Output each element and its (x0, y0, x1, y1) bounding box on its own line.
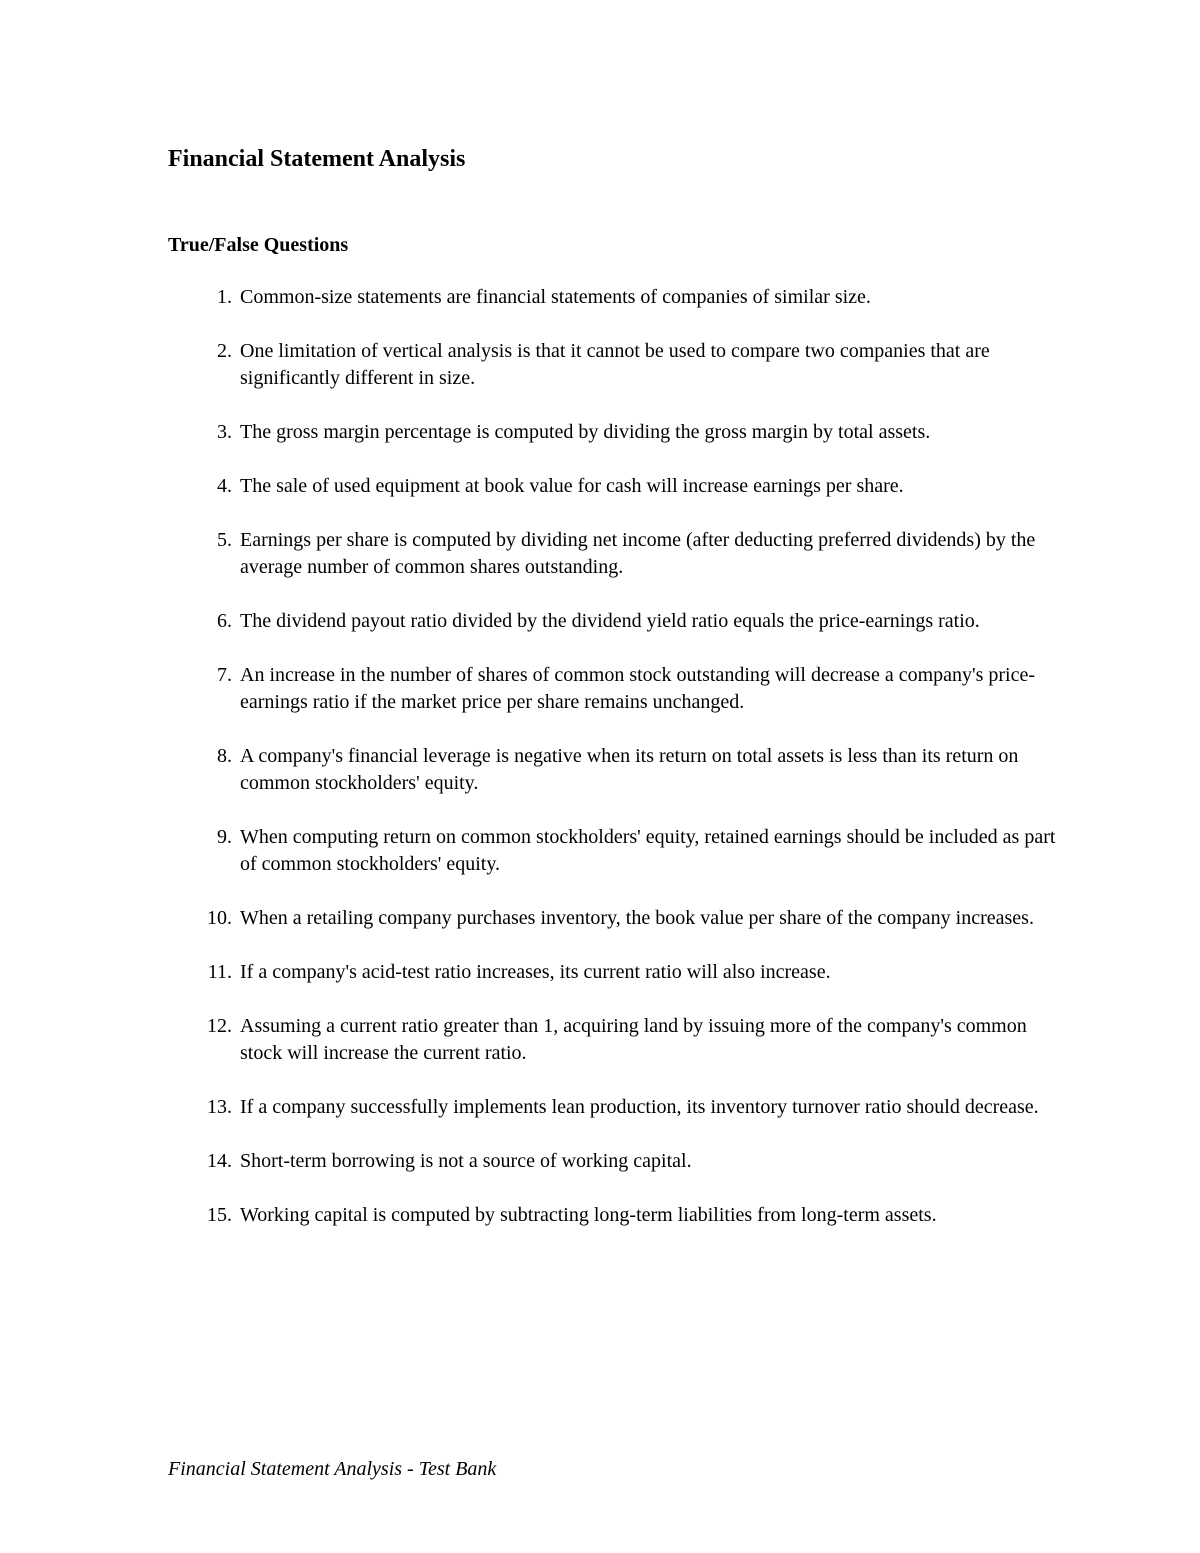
question-list (0, 284, 1200, 1256)
question-item (0, 1148, 1060, 1175)
section-heading: True/False Questions (168, 234, 349, 256)
question-item (0, 1094, 1060, 1121)
question-text: The dividend payout ratio divided by the dividend yield ratio equals the price-earnings ratio. (240, 610, 980, 632)
question-text: When computing return on common stockholders' equity, retained earnings should be included as part of common stockholders' equity. (240, 826, 1056, 875)
question-number: 1. (217, 286, 232, 308)
question-item (0, 662, 1060, 716)
question-text: When a retailing company purchases inventory, the book value per share of the company increases. (240, 907, 1034, 929)
question-item (0, 527, 1060, 581)
question-number: 3. (217, 421, 232, 443)
question-number: 9. (217, 826, 232, 848)
question-number: 5. (217, 529, 232, 551)
question-number: 10. (207, 907, 232, 929)
question-number: 6. (217, 610, 232, 632)
question-number: 4. (217, 475, 232, 497)
question-number: 14. (207, 1150, 232, 1172)
question-item (0, 905, 1060, 932)
question-item (0, 959, 1060, 986)
question-text: The gross margin percentage is computed by dividing the gross margin by total assets. (240, 421, 931, 443)
question-item (0, 1202, 1060, 1229)
question-text: Working capital is computed by subtracting long-term liabilities from long-term assets. (240, 1204, 937, 1226)
question-item (0, 419, 1060, 446)
question-text: An increase in the number of shares of common stock outstanding will decrease a company's price-earnings ratio if the market price per share remains unchanged. (240, 664, 1036, 713)
question-item (0, 824, 1060, 878)
question-item (0, 1013, 1060, 1067)
question-number: 2. (217, 340, 232, 362)
question-number: 11. (207, 961, 232, 983)
question-text: One limitation of vertical analysis is that it cannot be used to compare two companies that are significantly different in size. (240, 340, 990, 389)
question-number: 15. (207, 1204, 232, 1226)
question-text: If a company successfully implements lean production, its inventory turnover ratio should decrease. (240, 1096, 1039, 1118)
question-text: A company's financial leverage is negative when its return on total assets is less than its return on common stockholders' equity. (240, 745, 1019, 794)
question-number: 7. (217, 664, 232, 686)
question-number: 8. (217, 745, 232, 767)
question-text: The sale of used equipment at book value for cash will increase earnings per share. (240, 475, 904, 497)
question-text: Short-term borrowing is not a source of working capital. (240, 1150, 692, 1172)
question-text: Assuming a current ratio greater than 1, acquiring land by issuing more of the company's common stock will increase the current ratio. (240, 1015, 1027, 1064)
question-item (0, 473, 1060, 500)
question-item (0, 608, 1060, 635)
question-item (0, 284, 1060, 311)
question-text: Common-size statements are financial statements of companies of similar size. (240, 286, 871, 308)
question-text: If a company's acid-test ratio increases, its current ratio will also increase. (240, 961, 831, 983)
question-item (0, 338, 1060, 392)
question-text: Earnings per share is computed by dividing net income (after deducting preferred dividends) by the average number of common shares outstanding. (240, 529, 1036, 578)
question-number: 12. (207, 1015, 232, 1037)
page-title: Financial Statement Analysis (168, 146, 466, 172)
page-footer: Financial Statement Analysis - Test Bank (168, 1458, 497, 1480)
question-number: 13. (207, 1096, 232, 1118)
question-item (0, 743, 1060, 797)
